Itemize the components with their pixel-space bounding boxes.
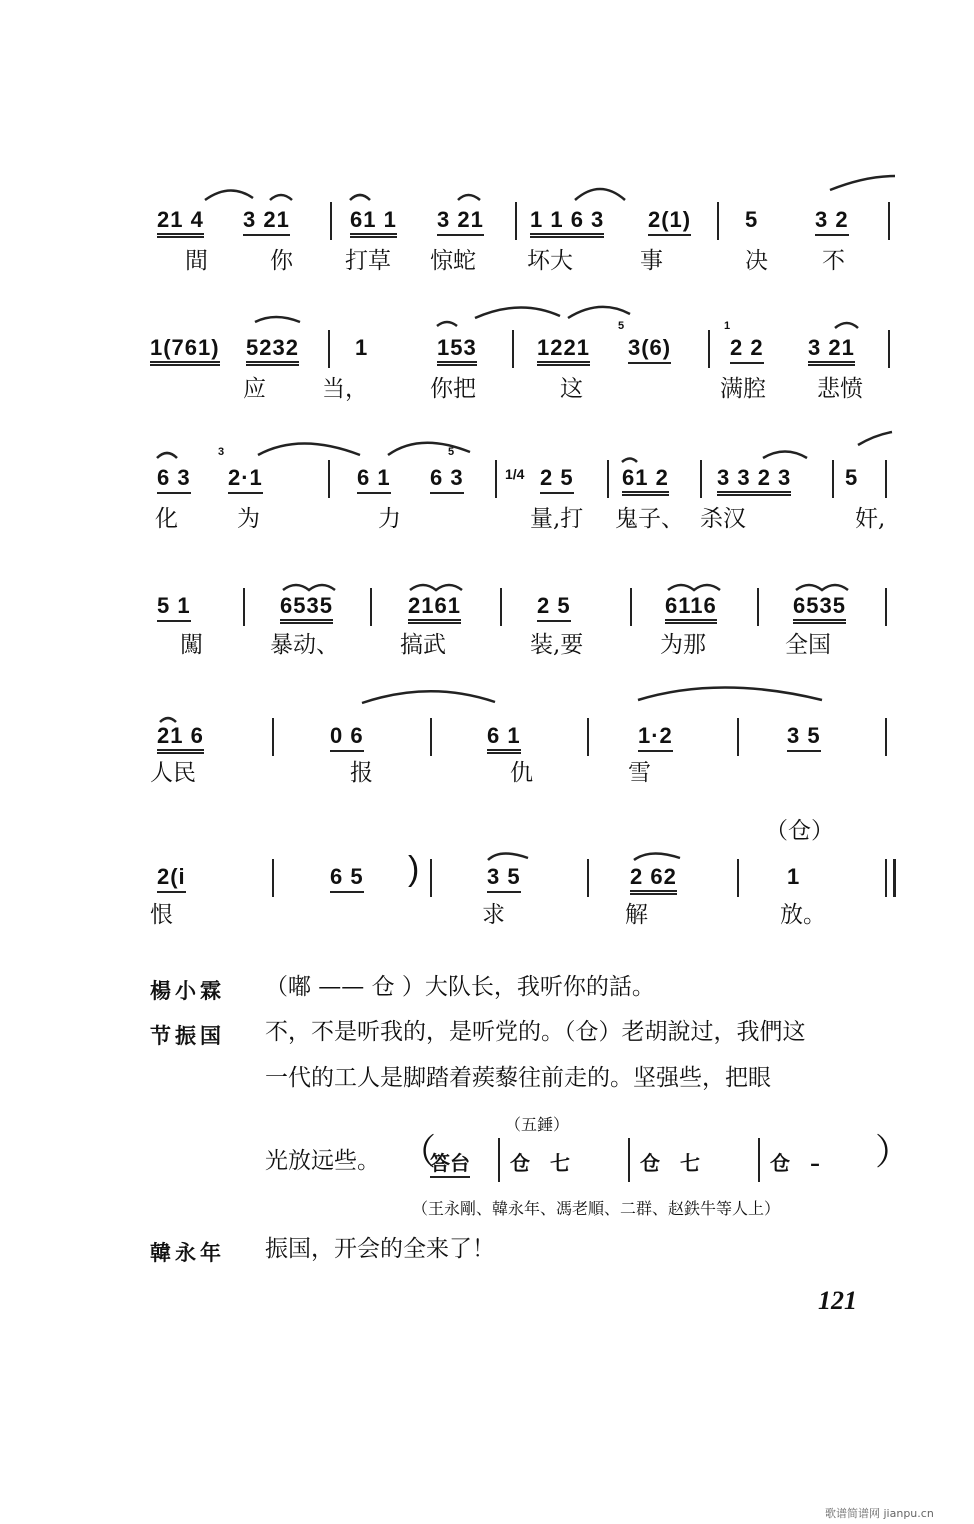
speaker-name: 楊小霖 [150, 979, 225, 1003]
slur [255, 317, 300, 322]
paren: （ [400, 1132, 437, 1173]
note-group: 2 5 [537, 594, 571, 622]
slur [258, 444, 360, 456]
lyric: 事 [640, 248, 663, 274]
note-group: 5232 [246, 336, 299, 366]
note-group: 6535 [793, 594, 846, 624]
slur [437, 322, 457, 326]
lyric: 仇 [510, 760, 533, 786]
speaker-name: 节振国 [150, 1024, 225, 1048]
note-group: 5 [845, 465, 859, 490]
note-group: 6 5 [330, 865, 364, 893]
slur [283, 585, 335, 590]
lyric: 力 [378, 506, 401, 532]
note-group: 2 2 [730, 336, 764, 364]
lyric: 奸, [855, 506, 886, 532]
note-group: 2 62 [630, 865, 677, 895]
note-group: ) [408, 850, 421, 888]
slur [575, 189, 625, 200]
note-group: 3 5 [487, 865, 521, 893]
note-group: 2·1 [228, 466, 263, 494]
note-group: 61 2 [622, 466, 669, 496]
lyric: 恨 [150, 902, 173, 928]
slur [835, 323, 858, 328]
lyric: 解 [625, 902, 648, 928]
lyric: 这 [560, 376, 583, 402]
slur [475, 307, 560, 318]
note-group: 3 5 [787, 724, 821, 752]
dialogue-line: 一代的工人是脚踏着蒺藜往前走的。坚强些，把眼 [265, 1065, 771, 1091]
percussion-beat: 仓 七 [640, 1151, 700, 1175]
speaker-name: 韓永年 [150, 1241, 225, 1265]
slur [160, 718, 176, 722]
note-group: 6116 [665, 594, 717, 624]
slur [858, 432, 892, 445]
lyric: 求 [482, 902, 505, 928]
note-group: 6 1 [357, 466, 391, 494]
note-group: 21 4 [157, 208, 204, 238]
lyric: 鬼子、 [615, 506, 684, 532]
slur [668, 585, 720, 590]
slur [830, 176, 895, 190]
note-group: 1 1 6 3 [530, 208, 604, 238]
note-group: 2 5 [540, 466, 574, 494]
watermark: 歌谱简谱网 jianpu.cn [825, 1507, 934, 1520]
percussion-label: （五錘） [505, 1115, 570, 1134]
grace-note: 3 [218, 446, 225, 458]
lyric: 悲愤 [817, 376, 863, 402]
slur [350, 195, 370, 200]
note-group: 1 [787, 864, 801, 889]
note-group: 1(761) [150, 336, 220, 366]
dialogue-line: 振国，开会的全来了！ [265, 1236, 495, 1262]
grace-note: 5 [448, 446, 455, 458]
note-group: 3 21 [437, 208, 484, 236]
percussion-beat: 答台 [430, 1150, 470, 1178]
lyric: 报 [350, 760, 373, 786]
lyric: 决 [745, 248, 768, 274]
lyric: 闖 [180, 632, 203, 658]
lyric: 打草 [345, 248, 391, 274]
lyric: 惊蛇 [430, 248, 476, 274]
note-group: 61 1 [350, 208, 397, 238]
note-group: 3 21 [243, 208, 290, 236]
lyric: 化 [155, 506, 178, 532]
note-group: 2(1) [648, 208, 691, 236]
lyric: 满腔 [720, 376, 766, 402]
slur [270, 195, 292, 200]
barline [628, 1138, 630, 1182]
grace-note: 5 [618, 320, 625, 332]
lyric: 不 [822, 248, 845, 274]
note-group: 6535 [280, 594, 333, 624]
lyric: 装,要 [530, 632, 584, 658]
note-group: 1221 [537, 336, 590, 366]
percussion-cue: （仓） [765, 818, 834, 844]
slur [410, 585, 462, 590]
stage-direction: （王永剛、韓永年、馮老順、二群、赵鉄牛等人上） [412, 1199, 781, 1218]
note-group: 1·2 [638, 724, 673, 752]
lyric: 間 [185, 248, 208, 274]
lyric: 全国 [785, 632, 831, 658]
note-group: 3 2 [815, 208, 849, 236]
slur [388, 443, 470, 455]
lyric: 量,打 [530, 506, 584, 532]
lyric: 为那 [660, 632, 706, 658]
note-group: 3 3 2 3 [717, 466, 791, 496]
time-signature: 1/4 [505, 466, 525, 482]
note-group: 3(6) [628, 336, 671, 364]
note-group: 3 21 [808, 336, 855, 366]
paren: ） [875, 1132, 912, 1173]
note-group: 1 [355, 335, 369, 360]
note-group: 2161 [408, 594, 461, 624]
slur [458, 195, 480, 200]
page-number: 121 [818, 1286, 857, 1315]
lyric: 当， [322, 376, 368, 402]
lyric: 雪 [628, 760, 651, 786]
slur [568, 307, 630, 318]
dialogue-line: （嘟 —— 仓 ）大队长，我听你的話。 [265, 974, 655, 1000]
slur [634, 853, 680, 860]
note-group: 6 3 [157, 466, 191, 494]
note-group: 2(i [157, 865, 186, 893]
slur [638, 688, 822, 701]
slur [488, 853, 528, 860]
lyric: 你 [270, 248, 293, 274]
dialogue-line: 光放远些。 [265, 1148, 380, 1174]
lyric: 人民 [150, 760, 196, 786]
lyric: 杀汉 [700, 506, 746, 532]
percussion-beat: 仓 – [770, 1151, 820, 1175]
note-group: 6 3 [430, 466, 464, 494]
note-group: 5 1 [157, 594, 191, 622]
note-group: 21 6 [157, 724, 204, 754]
barline [498, 1138, 500, 1182]
note-group: 0 6 [330, 724, 364, 752]
lyric: 为 [237, 506, 260, 532]
lyric: 应 [243, 376, 266, 402]
slur [157, 453, 177, 458]
note-group: 5 [745, 207, 759, 232]
dialogue-line: 不，不是听我的，是听党的。（仓）老胡說过，我們这 [265, 1019, 806, 1045]
note-group: 6 1 [487, 724, 521, 754]
slur [622, 459, 637, 463]
lyric: 坏大 [527, 248, 573, 274]
slur [205, 190, 253, 200]
grace-note: 1 [724, 320, 731, 332]
barline [758, 1138, 760, 1182]
lyric: 放。 [780, 902, 826, 928]
lyric: 暴动、 [270, 632, 339, 658]
lyric: 搞武 [400, 632, 446, 658]
lyric: 你把 [430, 376, 476, 402]
slur [796, 585, 848, 590]
slur [362, 691, 495, 703]
slur [763, 452, 807, 459]
note-group: 153 [437, 336, 477, 366]
percussion-beat: 仓 七 [510, 1151, 570, 1175]
